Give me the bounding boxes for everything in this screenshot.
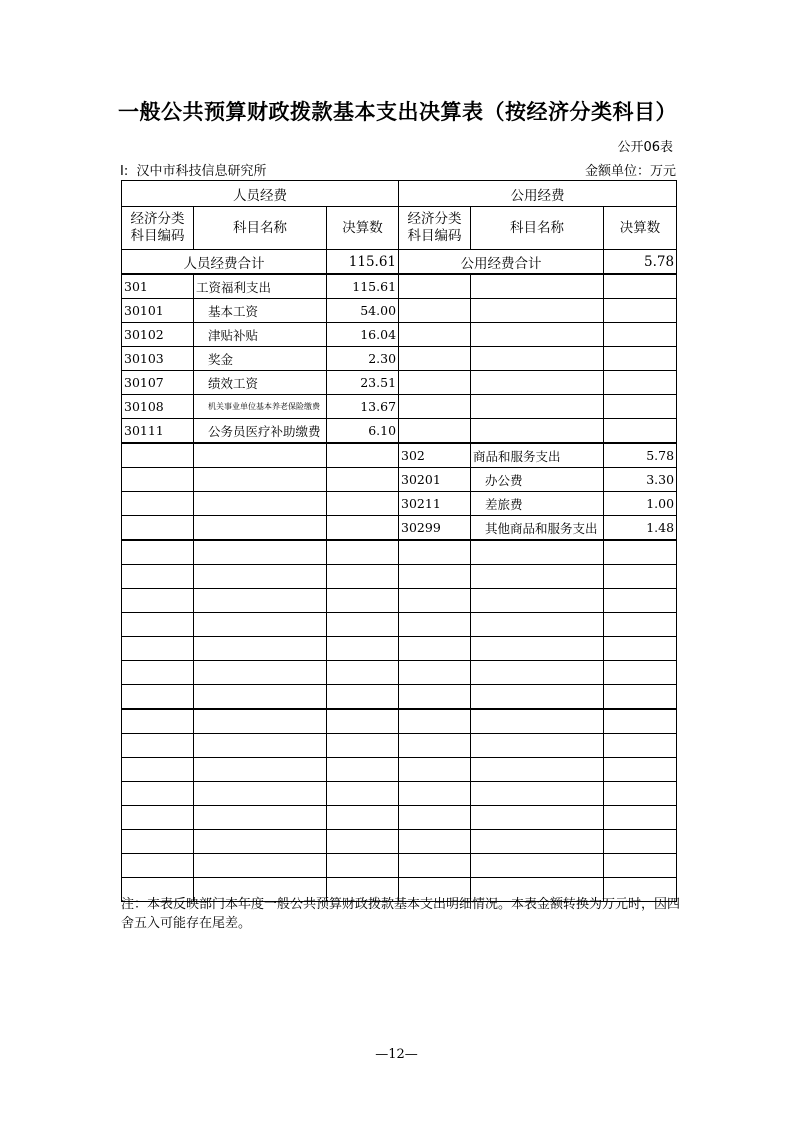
table-row [122,806,677,830]
left-code-cell: 30102 [122,323,194,347]
right-name-cell [471,347,604,371]
left-amount-cell: 13.67 [327,395,399,419]
left-name-cell [194,830,327,854]
left-name-cell [194,685,327,710]
right-code-cell [399,299,471,323]
right-name-cell [471,323,604,347]
left-code-cell: 30107 [122,371,194,395]
left-code-cell [122,685,194,710]
left-name-cell: 公务员医疗补助缴费 [194,419,327,444]
left-amount-cell [327,685,399,710]
left-amount-cell [327,492,399,516]
right-amount-cell [604,709,677,734]
right-amount-cell [604,371,677,395]
left-code-cell [122,565,194,589]
right-name-cell [471,806,604,830]
right-amount-cell [604,637,677,661]
right-name-cell [471,274,604,299]
left-code-cell [122,734,194,758]
public-total-label: 公用经费合计 [399,250,604,275]
left-code-cell: 30111 [122,419,194,444]
right-code-cell [399,371,471,395]
right-name-cell [471,830,604,854]
right-amount-cell [604,806,677,830]
left-code-cell [122,758,194,782]
left-amount-cell [327,734,399,758]
left-amount-cell: 54.00 [327,299,399,323]
right-name-cell [471,734,604,758]
left-amount-cell: 16.04 [327,323,399,347]
right-name-cell [471,565,604,589]
left-code-cell: 301 [122,274,194,299]
right-name-cell: 商品和服务支出 [471,443,604,468]
left-name-cell [194,589,327,613]
table-row [122,468,677,492]
group-header-row [122,181,677,207]
left-amount-cell: 6.10 [327,419,399,444]
left-name-cell [194,782,327,806]
left-name-cell: 工资福利支出 [194,274,327,299]
table-row [122,395,677,419]
left-amount-cell [327,806,399,830]
table-row [122,685,677,710]
right-amount-cell: 5.78 [604,443,677,468]
right-code-cell [399,758,471,782]
right-amount-cell [604,347,677,371]
right-name-cell [471,758,604,782]
right-code-cell [399,806,471,830]
left-amount-cell [327,830,399,854]
left-name-cell [194,565,327,589]
right-code-cell [399,830,471,854]
left-amount-cell [327,516,399,541]
left-code-cell [122,854,194,878]
left-name-cell [194,661,327,685]
right-amount-cell [604,758,677,782]
left-name-cell: 津贴补贴 [194,323,327,347]
left-code-header: 经济分类 科目编码 [122,207,194,250]
left-name-cell [194,468,327,492]
left-code-cell [122,661,194,685]
left-name-cell [194,516,327,541]
left-name-cell [194,758,327,782]
right-amount-cell: 1.48 [604,516,677,541]
table-row [122,492,677,516]
left-amount-cell [327,854,399,878]
right-name-cell: 其他商品和服务支出 [471,516,604,541]
right-name-header: 科目名称 [471,207,604,250]
table-row [122,419,677,444]
unit-prefix: I: [120,164,129,179]
left-amount-cell: 2.30 [327,347,399,371]
right-code-cell [399,685,471,710]
right-code-cell [399,347,471,371]
table-row [122,565,677,589]
table-row [122,371,677,395]
left-name-cell [194,709,327,734]
left-name-cell [194,613,327,637]
column-header-row [122,207,677,250]
left-code-cell [122,492,194,516]
left-name-cell: 绩效工资 [194,371,327,395]
unit-name: 汉中市科技信息研究所 [136,164,267,179]
left-code-cell: 30101 [122,299,194,323]
left-name-cell [194,443,327,468]
right-amount-cell [604,299,677,323]
left-code-cell [122,637,194,661]
right-amount-cell [604,274,677,299]
right-name-cell: 办公费 [471,468,604,492]
right-code-cell: 302 [399,443,471,468]
right-amount-cell [604,734,677,758]
right-amount-cell [604,419,677,444]
right-amount-cell [604,661,677,685]
left-code-cell [122,709,194,734]
left-amount-cell: 23.51 [327,371,399,395]
right-amount-cell [604,854,677,878]
left-code-cell: 30103 [122,347,194,371]
right-name-cell [471,782,604,806]
right-code-cell [399,661,471,685]
right-code-cell [399,613,471,637]
right-code-cell [399,709,471,734]
right-amount-cell [604,565,677,589]
left-code-cell [122,782,194,806]
right-code-cell: 30299 [399,516,471,541]
right-code-cell [399,274,471,299]
right-amount-cell [604,830,677,854]
right-amount-cell [604,782,677,806]
right-name-cell [471,637,604,661]
right-code-cell [399,565,471,589]
right-amount-cell [604,540,677,565]
left-code-cell [122,540,194,565]
right-code-cell [399,540,471,565]
left-amount-cell [327,468,399,492]
table-row [122,758,677,782]
left-name-cell [194,854,327,878]
table-row [122,734,677,758]
right-amount-cell [604,685,677,710]
right-code-cell: 30201 [399,468,471,492]
left-amount-cell [327,443,399,468]
left-amount-cell [327,782,399,806]
left-amount-cell [327,758,399,782]
left-name-cell [194,540,327,565]
right-code-cell [399,589,471,613]
left-amount-header: 决算数 [327,207,399,250]
form-code: 公开06表 [617,140,673,155]
right-name-cell [471,709,604,734]
right-name-cell [471,685,604,710]
left-name-header: 科目名称 [194,207,327,250]
totals-row [122,250,677,275]
table-row [122,661,677,685]
table-row [122,299,677,323]
right-name-cell [471,419,604,444]
table-row [122,854,677,878]
page-title: 一般公共预算财政拨款基本支出决算表（按经济分类科目） [118,100,677,124]
right-amount-cell [604,395,677,419]
right-code-cell [399,419,471,444]
table-row [122,323,677,347]
table-row [122,274,677,299]
right-code-cell: 30211 [399,492,471,516]
public-total-value: 5.78 [604,250,677,275]
left-amount-cell [327,637,399,661]
right-amount-cell: 3.30 [604,468,677,492]
amount-unit: 金额单位：万元 [584,164,676,179]
right-name-cell [471,854,604,878]
table-row [122,613,677,637]
left-amount-cell [327,709,399,734]
left-amount-cell [327,540,399,565]
right-name-cell [471,371,604,395]
right-code-cell [399,395,471,419]
left-name-cell [194,734,327,758]
table-row [122,347,677,371]
left-name-cell [194,492,327,516]
right-name-cell [471,589,604,613]
left-code-cell [122,806,194,830]
right-amount-header: 决算数 [604,207,677,250]
right-amount-cell [604,323,677,347]
right-code-cell [399,734,471,758]
left-amount-cell: 115.61 [327,274,399,299]
table-row [122,637,677,661]
personnel-group-header: 人员经费 [122,181,399,207]
left-code-cell [122,830,194,854]
left-code-cell [122,613,194,637]
left-name-cell [194,806,327,830]
right-name-cell [471,395,604,419]
personnel-total-value: 115.61 [327,250,399,275]
left-amount-cell [327,565,399,589]
right-code-cell [399,854,471,878]
right-code-cell [399,637,471,661]
page-number: —12— [375,1047,418,1062]
left-code-cell [122,468,194,492]
budget-table [121,180,677,902]
table-row [122,540,677,565]
left-amount-cell [327,661,399,685]
table-row [122,830,677,854]
table-row [122,782,677,806]
right-name-cell [471,299,604,323]
left-code-cell [122,443,194,468]
left-code-cell [122,516,194,541]
left-name-cell: 奖金 [194,347,327,371]
right-amount-cell [604,589,677,613]
right-code-cell [399,782,471,806]
personnel-total-label: 人员经费合计 [122,250,327,275]
public-group-header: 公用经费 [399,181,677,207]
right-name-cell [471,661,604,685]
table-row [122,589,677,613]
right-code-header: 经济分类 科目编码 [399,207,471,250]
unit-name-label [120,160,267,179]
right-amount-cell [604,613,677,637]
left-code-cell [122,589,194,613]
left-code-cell: 30108 [122,395,194,419]
left-name-cell: 基本工资 [194,299,327,323]
table-row [122,709,677,734]
right-amount-cell: 1.00 [604,492,677,516]
table-row [122,516,677,541]
right-name-cell [471,540,604,565]
left-amount-cell [327,589,399,613]
right-name-cell: 差旅费 [471,492,604,516]
left-name-cell [194,637,327,661]
right-code-cell [399,323,471,347]
table-note: 注：本表反映部门本年度一般公共预算财政拨款基本支出明细情况。本表金额转换为万元时，因四舍五入可能存在尾差。 [121,897,681,931]
right-name-cell [471,613,604,637]
table-row [122,443,677,468]
left-amount-cell [327,613,399,637]
left-name-cell: 机关事业单位基本养老保险缴费 [194,395,327,419]
